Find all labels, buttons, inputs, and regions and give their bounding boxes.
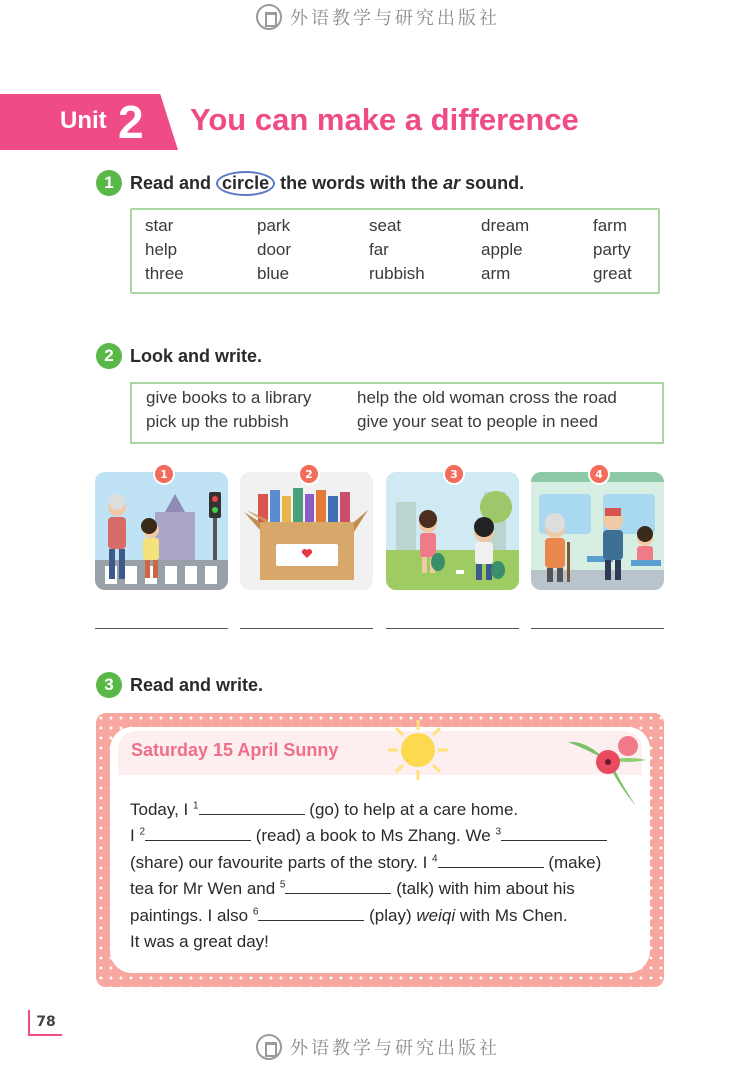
word[interactable]: seat <box>369 216 402 235</box>
answer-line-2[interactable] <box>240 628 373 629</box>
picture-2-books-box <box>240 472 373 590</box>
blank-4[interactable] <box>438 853 544 868</box>
text: (play) <box>364 905 417 925</box>
diary-text <box>130 797 640 955</box>
text: (read) a book to Ms Zhang. We <box>251 826 496 846</box>
word[interactable]: dream <box>481 216 530 235</box>
instr-text: Look and write. <box>130 345 263 366</box>
publisher-logo-icon <box>256 4 282 30</box>
phrase: help the old woman cross the road <box>357 388 617 407</box>
answer-line-1[interactable] <box>95 628 228 629</box>
exercise-3-number: 3 <box>96 672 122 698</box>
word[interactable]: blue <box>257 264 290 283</box>
text: (talk) with him about his <box>391 879 575 899</box>
exercise-2-instruction <box>96 343 262 369</box>
instr-text: Read and <box>130 172 212 193</box>
ar-sound: ar <box>443 172 461 193</box>
publisher-header <box>0 4 756 30</box>
exercise-1-number: 1 <box>96 170 122 196</box>
unit-title: You can make a difference <box>190 102 579 137</box>
text: (share) our favourite parts of the story. I <box>130 852 433 872</box>
text: It was a great day! <box>130 932 269 952</box>
picture-number: 1 <box>153 463 175 485</box>
blank-5[interactable] <box>285 879 391 894</box>
publisher-name: 外语教学与研究出版社 <box>290 1038 500 1059</box>
word[interactable]: three <box>145 264 184 283</box>
text: Today, I <box>130 800 193 819</box>
word[interactable]: park <box>257 216 291 235</box>
exercise-2-number: 2 <box>96 343 122 369</box>
word[interactable]: party <box>593 240 631 259</box>
blank-number: 3 <box>495 826 501 838</box>
blank-number: 6 <box>252 905 259 917</box>
blank-6[interactable] <box>258 906 364 921</box>
text: with Ms Chen. <box>455 905 568 925</box>
unit-number: 2 <box>118 96 144 148</box>
publisher-footer <box>0 1034 756 1060</box>
word-grid <box>145 216 673 284</box>
sun-icon <box>386 718 450 782</box>
blank-number: 1 <box>193 800 199 812</box>
answer-line-3[interactable] <box>386 628 519 629</box>
text: tea for Mr Wen and <box>130 879 280 899</box>
word[interactable]: great <box>593 264 632 283</box>
instr-text: the words with the <box>280 172 439 193</box>
answer-line-4[interactable] <box>531 628 664 629</box>
phrase: give your seat to people in need <box>357 412 599 431</box>
word[interactable]: farm <box>593 216 627 235</box>
picture-1-cross-road <box>95 472 228 590</box>
circled-word: circle <box>216 171 275 196</box>
unit-label: Unit <box>60 107 107 134</box>
instr-text: sound. <box>465 172 525 193</box>
exercise-1-instruction <box>96 170 524 196</box>
picture-number: 3 <box>443 463 465 485</box>
text: weiqi <box>416 905 456 925</box>
picture-3-pick-rubbish <box>386 472 519 590</box>
word[interactable]: apple <box>481 240 523 259</box>
instr-text: Read and write. <box>130 674 264 695</box>
blank-3[interactable] <box>501 826 607 841</box>
blank-1[interactable] <box>199 800 305 815</box>
picture-number: 2 <box>298 463 320 485</box>
word[interactable]: star <box>145 216 174 235</box>
publisher-logo-icon <box>256 1034 282 1060</box>
text: (go) to help at a care home. <box>304 800 519 819</box>
text: I <box>130 826 140 846</box>
phrase: give books to a library <box>146 388 312 407</box>
picture-4-give-seat <box>531 472 664 590</box>
word[interactable]: arm <box>481 264 511 283</box>
word[interactable]: door <box>257 240 292 259</box>
picture-number: 4 <box>588 463 610 485</box>
text: paintings. I also <box>130 905 253 925</box>
blank-number: 4 <box>432 853 438 865</box>
page-number: 78 <box>28 1010 62 1036</box>
word[interactable]: far <box>369 240 389 259</box>
publisher-name: 外语教学与研究出版社 <box>290 8 500 29</box>
blank-number: 5 <box>279 879 286 891</box>
blank-2[interactable] <box>145 826 251 841</box>
exercise-3-instruction <box>96 672 263 698</box>
diary-date: Saturday 15 April Sunny <box>131 740 339 760</box>
text: (make) <box>543 852 602 872</box>
phrase-grid <box>146 388 657 432</box>
blank-number: 2 <box>139 826 146 838</box>
word[interactable]: help <box>145 240 178 259</box>
phrase: pick up the rubbish <box>146 412 289 431</box>
word[interactable]: rubbish <box>369 264 425 283</box>
